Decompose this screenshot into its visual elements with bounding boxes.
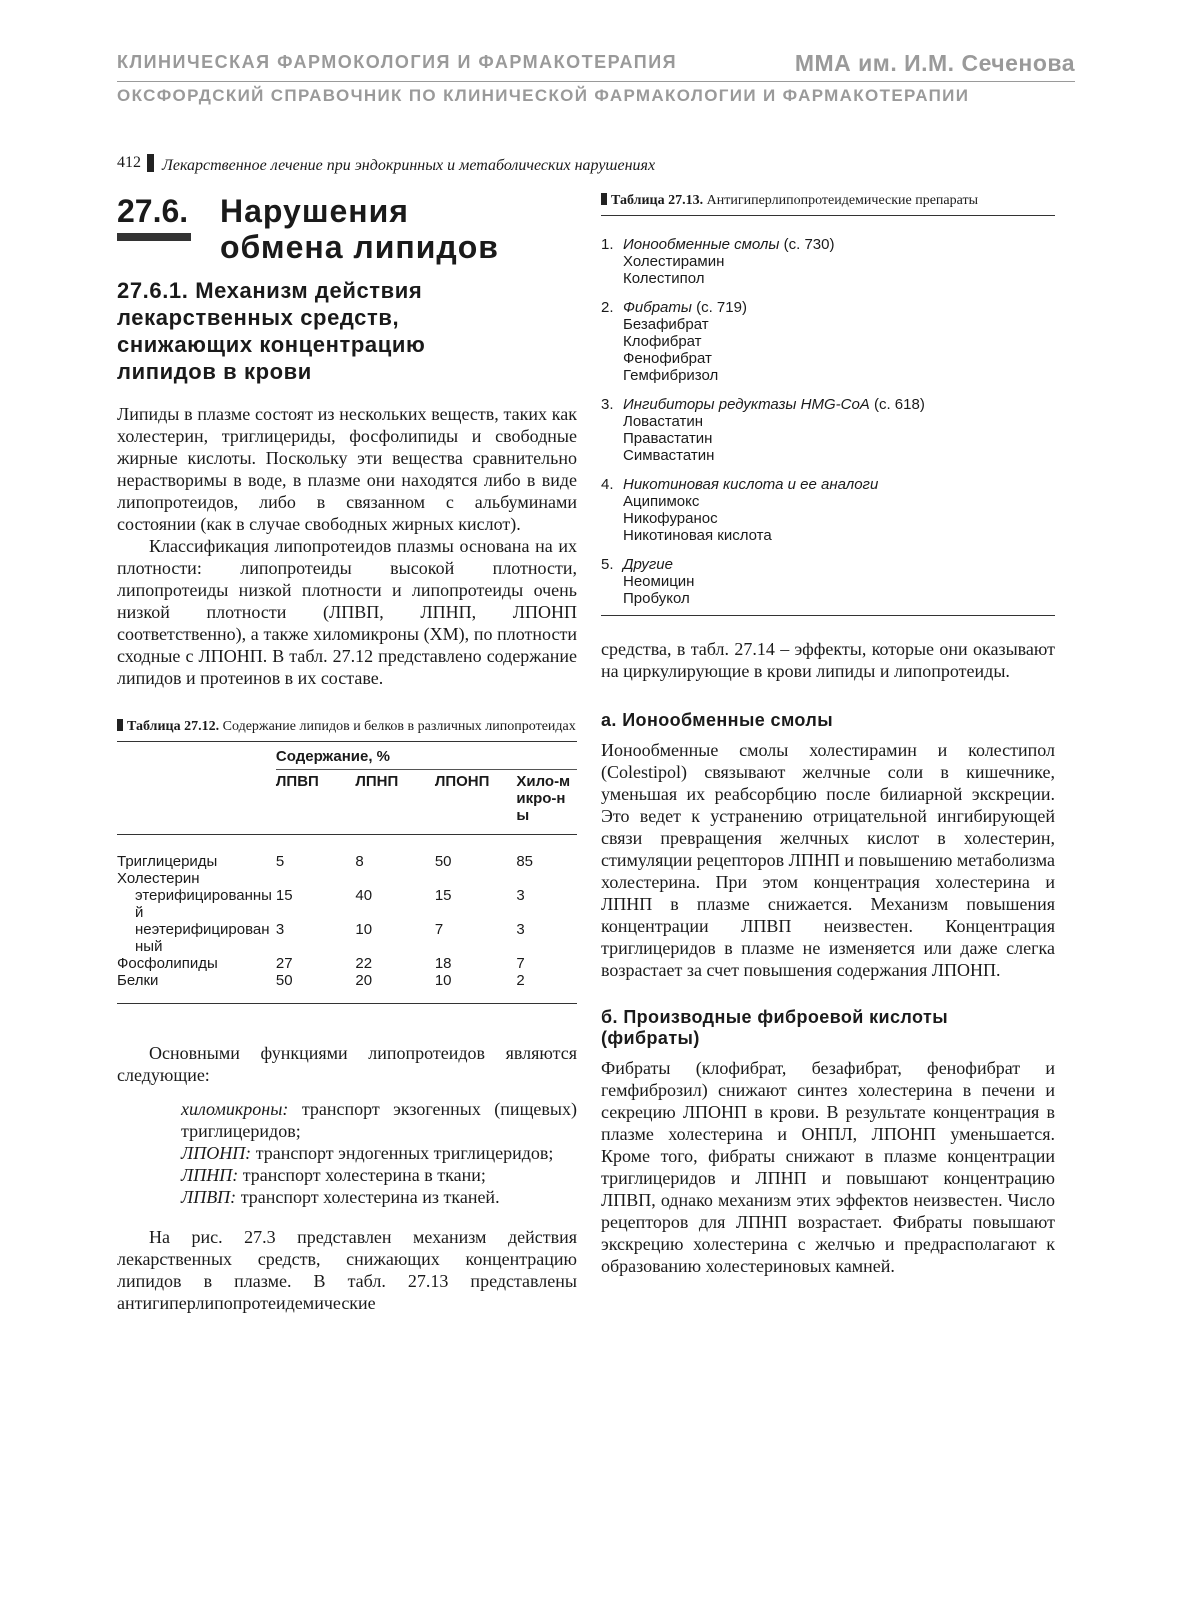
header-institution: ММА им. И.М. Сеченова — [794, 50, 1075, 76]
header-divider — [117, 81, 1075, 82]
subheading-a: а. Ионообменные смолы — [601, 710, 833, 730]
table-row: Фосфолипиды 27 22 18 7 — [117, 955, 525, 972]
column-header: ЛПОНП — [434, 773, 490, 790]
table-top-rule — [601, 215, 1055, 216]
page-number: 412 — [117, 154, 141, 171]
subheading-b: б. Производные фиброевой кислоты (фибраты) — [601, 1007, 948, 1048]
paragraph-classification: Классификация липопротеидов плазмы основана на их плотности: липопротеиды высокой плотности, липопротеиды низкой плотности и липопротеиды очень низкой плотности (ЛПВП, ЛПНП, ЛПОНП соответственно), а также хиломикроны (ХМ), по плотности сходные с ЛПОНП. В табл. 27.12 представлено содержание липидов и протеинов в их составе. — [117, 536, 577, 688]
header-book-title: КЛИНИЧЕСКАЯ ФАРМОКОЛОГИЯ И ФАРМАКОТЕРАПИЯ — [117, 52, 678, 72]
column-header: Хило-микро-ны — [516, 773, 571, 824]
list-item: ЛПВП: транспорт холестерина из тканей. — [181, 1187, 500, 1207]
table-top-rule — [117, 741, 577, 742]
list-item: 2. Фибраты (с. 719) Безафибрат Клофибрат Фенофибрат Гемфибризол — [601, 299, 747, 384]
column-header: ЛПВП — [275, 773, 319, 790]
table-caption: Таблица 27.13. Антигиперлипопротеидемические препараты — [601, 193, 1055, 209]
square-bullet-icon — [117, 719, 123, 731]
column-header: ЛПНП — [355, 773, 399, 790]
table-27-13 — [601, 193, 1055, 616]
table-row: Белки 50 20 10 2 — [117, 972, 525, 989]
list-item: 5. Другие Неомицин Пробукол — [601, 556, 695, 607]
table-row: этерифицированный 15 40 15 3 — [135, 887, 525, 921]
table-27-12 — [117, 719, 577, 1004]
drug-list — [601, 236, 1055, 607]
table-caption: Таблица 27.12. Содержание липидов и белков в различных липопротеидах — [117, 719, 577, 735]
paragraph-figure-ref: На рис. 27.3 представлен механизм действия лекарственных средств, снижающих концентрацию липидов в плазме. В табл. 27.13 представлены антигиперлипопротеидемические — [117, 1227, 577, 1313]
lipid-content-table — [117, 748, 577, 989]
functions-list — [181, 1098, 577, 1208]
table-row: Триглицериды 5 8 50 85 — [117, 853, 534, 870]
table-bottom-rule — [117, 1003, 577, 1004]
left-column — [117, 193, 577, 1314]
paragraph-resins: Ионообменные смолы холестирамин и колестипол (Colestipol) связывают желчные соли в кишечнике, уменьшая их реабсорбцию после билиарной экскреции. Это ведет к устранению отрицательной ингибирующей связи превращения желчных кислот в холестерин, стимуляции рецепторов ЛПНП и повышению метаболизма холестерина. При этом концентрация холестерина и ЛПНП в плазме снижается. Механизм повышения концентрации ЛПВП неизвестен. Концентрация триглицеридов в плазме не изменяется или даже слегка возрастает за счет повышения содержания ЛПОНП. — [601, 740, 1055, 980]
paragraph-lipids: Липиды в плазме состоят из нескольких веществ, таких как холестерин, триглицериды, фосфолипиды и свободные жирные кислоты. Поскольку эти вещества сравнительно нерастворимы в воде, в плазме они находятся либо в виде липопротеидов, либо в связанном с альбуминами состоянии (как в случае свободных жирных кислот). — [117, 404, 577, 534]
table-row: Холестерин — [117, 870, 200, 887]
table-row: неэтерифицированный 3 10 7 3 — [135, 921, 525, 955]
list-item: хиломикроны: транспорт экзогенных (пищевых) триглицеридов; — [181, 1099, 578, 1141]
section-title: Нарушения обмена липидов — [220, 193, 499, 265]
list-item: 1. Ионообменные смолы (с. 730) Холестирамин Колестипол — [601, 236, 835, 287]
list-item: ЛПНП: транспорт холестерина в ткани; — [181, 1165, 486, 1185]
publisher-header — [117, 50, 1075, 78]
paragraph-fibrates: Фибраты (клофибрат, безафибрат, фенофибрат и гемфиброзил) снижают синтез холестерина в печени и секрецию ЛПОНП в крови. В результате концентрация в плазме холестерина и ОНПЛ, ЛПОНП уменьшается. Кроме того, фибраты снижают в плазме концентрации триглицеридов и ЛПНП и повышают концентрацию ЛПВП, однако механизм этих эффектов неизвестен. Число рецепторов для ЛПНП возрастает. Фибраты повышают экскрецию холестерина с желчью и предрасполагают к образованию холестериновых камней. — [601, 1058, 1055, 1276]
table-group-header: Содержание, % — [275, 748, 390, 765]
table-bottom-rule — [601, 615, 1055, 616]
paragraph-functions-intro: Основными функциями липопротеидов являются следующие: — [117, 1043, 577, 1085]
running-head — [117, 154, 655, 175]
square-bullet-icon — [601, 193, 607, 205]
list-item: ЛПОНП: транспорт эндогенных триглицеридов; — [181, 1143, 554, 1163]
subsection-heading: 27.6.1. Механизм действия лекарственных средств, снижающих концентрацию липидов в крови — [117, 278, 426, 384]
section-underline-bar — [117, 233, 191, 241]
header-subtitle: ОКСФОРДСКИЙ СПРАВОЧНИК ПО КЛИНИЧЕСКОЙ ФАРМАКОЛОГИИ И ФАРМАКОТЕРАПИИ — [117, 86, 970, 105]
paragraph-continuation: средства, в табл. 27.14 – эффекты, которые они оказывают на циркулирующие в крови липиды и липопротеиды. — [601, 639, 1055, 681]
chapter-title: Лекарственное лечение при эндокринных и метаболических нарушениях — [162, 157, 656, 174]
section-heading — [117, 193, 577, 265]
right-column — [601, 193, 1055, 1277]
square-bullet-icon — [147, 154, 154, 172]
list-item: 4. Никотиновая кислота и ее аналоги Аципимокс Никофуранос Никотиновая кислота — [601, 476, 879, 544]
list-item: 3. Ингибиторы редуктазы HMG-CoA (с. 618) Ловастатин Правастатин Симвастатин — [601, 396, 925, 464]
section-number: 27.6. — [117, 193, 189, 229]
